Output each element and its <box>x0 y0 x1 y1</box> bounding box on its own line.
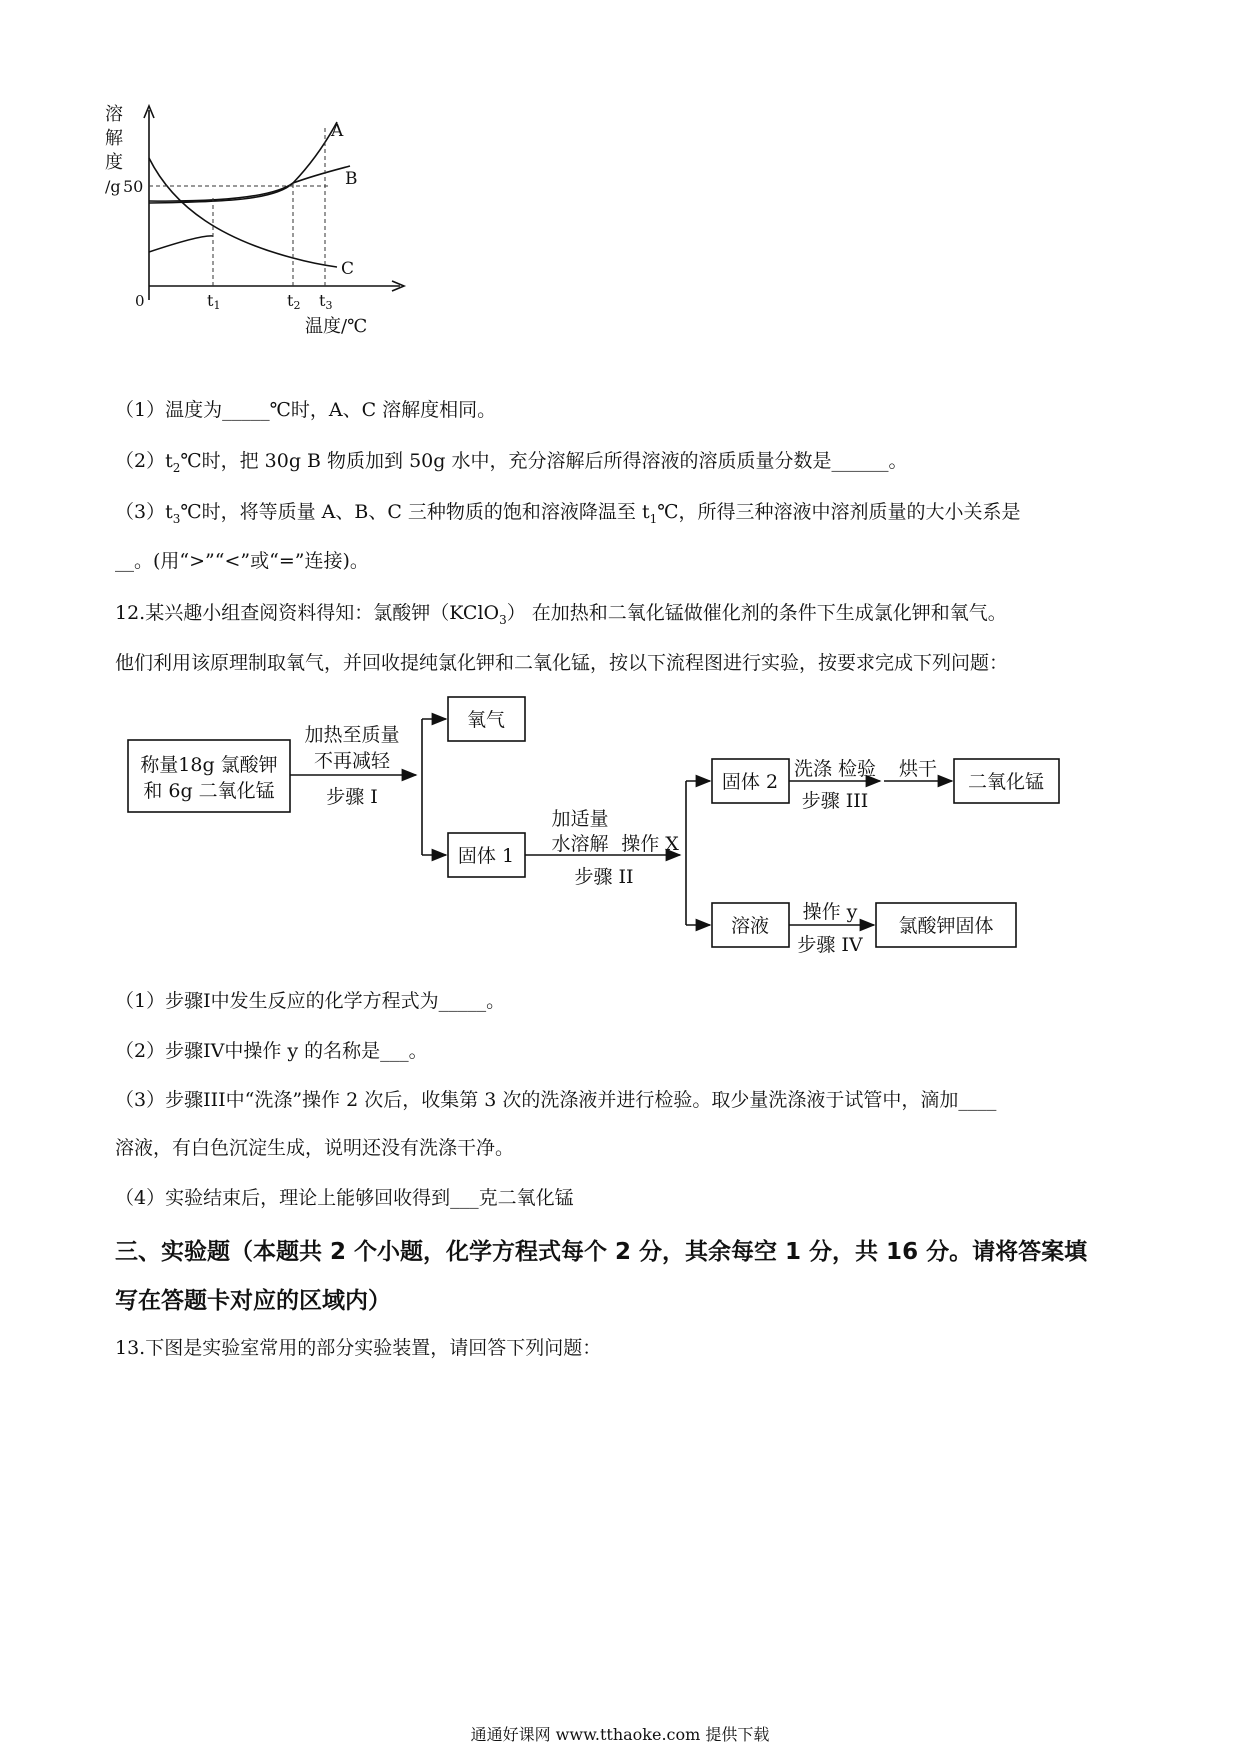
step2-top-2: 水溶解 <box>551 833 609 855</box>
start-line-1: 称量18g 氯酸钾 <box>140 754 278 776</box>
step1-top-1: 加热至质量 <box>304 724 400 746</box>
q12-intro-2: 他们利用该原理制取氧气，并回收提纯氯化钾和二氧化锰，按以下流程图进行实验，按要求完成下列问题： <box>115 652 1009 674</box>
solid1-label: 固体 1 <box>457 845 515 867</box>
q12-q3-line-2: 溶液，有白色沉淀生成，说明还没有洗涤干净。 <box>115 1137 515 1159</box>
curve-label-c: C <box>341 259 355 279</box>
start-line-2: 和 6g 二氧化锰 <box>143 780 275 802</box>
curve-label-b: B <box>345 169 358 189</box>
curve-b <box>149 166 350 201</box>
step4-bottom: 步骤 IV <box>797 934 863 956</box>
mno2-label: 二氧化锰 <box>967 771 1045 793</box>
step2-op: 操作 X <box>621 833 679 855</box>
solubility-graph <box>105 100 435 380</box>
x-tick-t1: t1 <box>207 291 221 312</box>
oxygen-label: 氧气 <box>466 709 506 731</box>
kcl-label: 氯酸钾固体 <box>898 915 994 937</box>
q11-line-3: $(3)t_3℃$时，将等质量 A、B、C 三种物质的饱和溶液降温至 $t_1℃$，所得三种溶液中溶剂质量的大小关系是 <box>115 501 1021 526</box>
curve-c <box>149 158 337 267</box>
section3-title-line-1: 三、实验题（本题共 2 个小题，化学方程式每个 2 分，其余每空 1 分，共 16 分。请将答案填 <box>115 1239 1088 1265</box>
solution-label: 溶液 <box>730 915 770 937</box>
x-axis-label: 温度/℃ <box>305 316 368 337</box>
step3-bottom: 步骤 III <box>801 790 869 812</box>
y-label-2: 解 <box>105 128 123 149</box>
step3-dry: 烘干 <box>898 758 938 780</box>
curve-label-a: A <box>331 121 344 141</box>
y-tick-50: 50 <box>123 177 144 196</box>
curve-lower <box>149 236 213 252</box>
q12-q4: （4）实验结束后，理论上能够回收得到___克二氧化锰 <box>115 1187 574 1209</box>
q11-line-4: __。(用“>”“<”或“=”连接)。 <box>115 550 369 572</box>
q12-q3-line-1: （3）步骤III中“洗涤”操作 2 次后，收集第 3 次的洗涤液并进行检验。取少量洗涤液于试管中，滴加____ <box>115 1089 997 1111</box>
x-tick-t2: t2 <box>287 291 301 312</box>
step1-top-2: 不再减轻 <box>313 750 391 772</box>
section3-title-line-2: 写在答题卡对应的区域内） <box>115 1288 391 1314</box>
y-label-1: 溶 <box>105 104 123 125</box>
q11-line-1: （1）温度为_____℃时，A、C 溶解度相同。 <box>115 399 497 421</box>
process-flowchart <box>120 685 1070 970</box>
curve-a <box>149 122 337 203</box>
q12-q2: （2）步骤IV中操作 y 的名称是___。 <box>115 1040 428 1062</box>
step2-bottom: 步骤 II <box>574 866 634 888</box>
x-tick-t3: t3 <box>319 291 333 312</box>
solid2-label: 固体 2 <box>721 771 779 793</box>
page-footer: 通通好课网 www.tthaoke.com 提供下载 <box>470 1725 770 1744</box>
step1-bottom: 步骤 I <box>326 786 378 808</box>
step2-top-1: 加适量 <box>551 808 609 830</box>
step4-top: 操作 y <box>802 901 858 923</box>
y-label-4: /g <box>105 177 121 196</box>
y-label-3: 度 <box>105 152 123 173</box>
step3-top: 洗涤 检验 <box>793 758 877 780</box>
q12-intro-1: 12.某兴趣小组查阅资料得知：氯酸钾（KClO$_3$） 在加热和二氧化锰做催化剂的条件下生成氯化钾和氧气。 <box>115 602 1007 627</box>
q12-q1: （1）步骤I中发生反应的化学方程式为_____。 <box>115 990 506 1012</box>
q13-intro: 13.下图是实验室常用的部分实验装置，请回答下列问题： <box>115 1337 602 1359</box>
q11-line-2: $(2)t_2℃$时，把 30g B 物质加到 50g 水中，充分溶解后所得溶液的溶质质量分数是______。 <box>115 450 908 475</box>
origin-label: 0 <box>135 292 145 310</box>
